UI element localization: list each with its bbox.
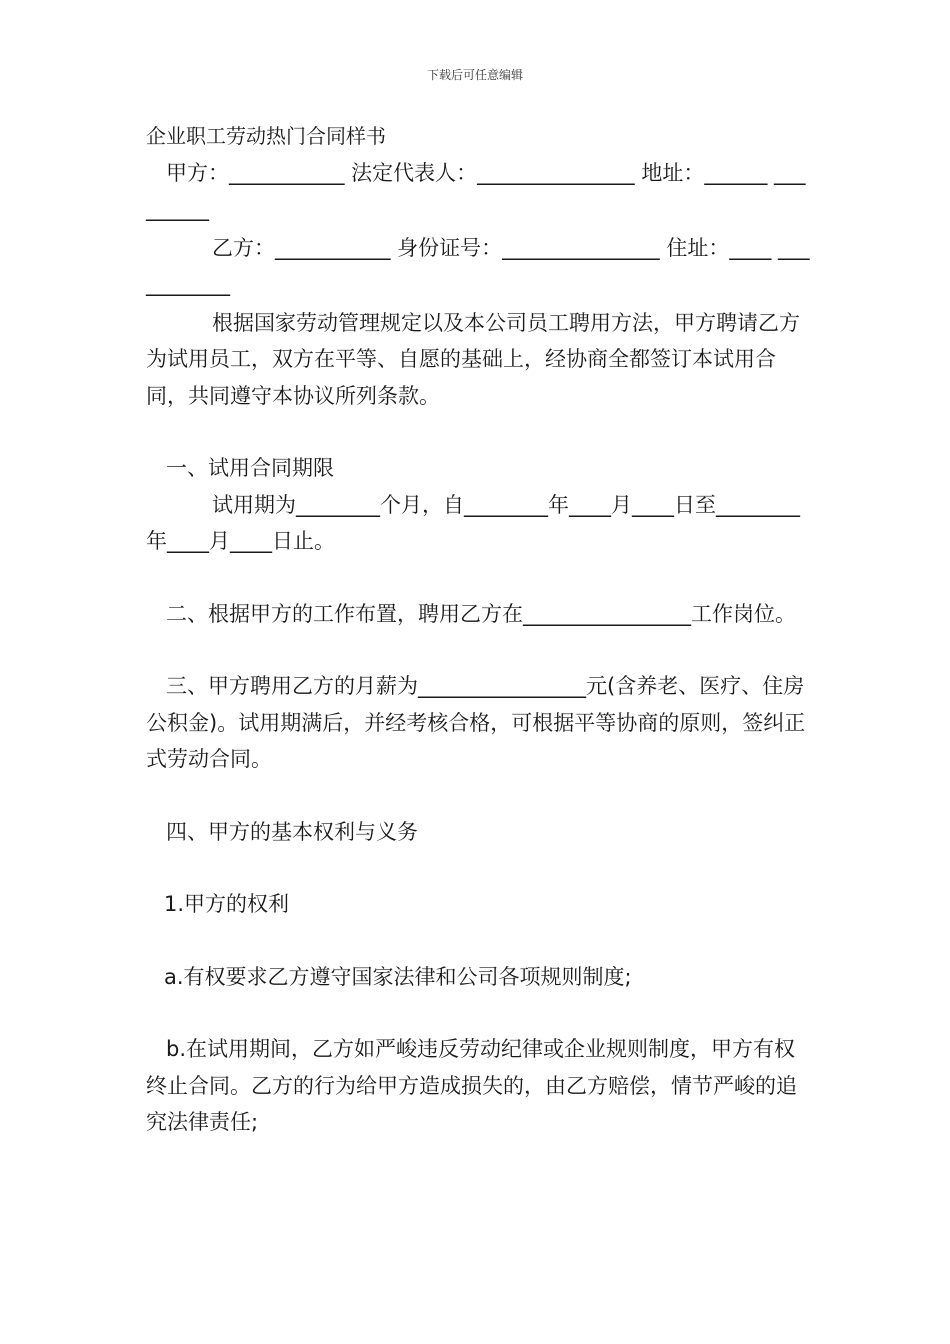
item-b-paragraph: b.在试用期间，乙方如严峻违反劳动纪律或企业规则制度，甲方有权终止合同。乙方的行为给甲方造成损失的，由乙方赔偿，情节严峻的追究法律责任; [146, 1037, 797, 1134]
section-2-paragraph: 二、根据甲方的工作布置，聘用乙方在________________工作岗位。 [166, 601, 796, 626]
sub-1-heading: 1.甲方的权利 [164, 892, 290, 916]
section-1-body: 试用期为________个月，自________年____月____日至________年____月____日止。 [146, 492, 800, 553]
document-title: 企业职工劳动热门合同样书 [146, 124, 386, 148]
item-a-paragraph: a.有权要求乙方遵守国家法律和公司各项规则制度; [164, 964, 632, 989]
section-4-heading: 四、甲方的基本权利与义务 [166, 819, 418, 844]
contract-document [146, 118, 810, 1141]
party-b-line: 乙方：___________ 身份证号：_______________ 住址：____ ___________ [146, 235, 810, 296]
header-note: 下载后可任意编辑 [426, 68, 523, 82]
party-a-line: 甲方：___________ 法定代表人：_______________ 地址：______ _________ [146, 160, 806, 221]
section-1-heading: 一、试用合同期限 [166, 456, 334, 480]
section-3-paragraph: 三、甲方聘用乙方的月薪为________________元(含养老、医疗、住房公积金)。试用期满后，并经考核合格，可根据平等协商的原则，签纠正式劳动合同。 [146, 674, 806, 771]
preamble-paragraph: 根据国家劳动管理规定以及本公司员工聘用方法，甲方聘请乙方为试用员工，双方在平等、自愿的基础上，经协商全都签订本试用合同，共同遵守本协议所列条款。 [146, 310, 800, 408]
